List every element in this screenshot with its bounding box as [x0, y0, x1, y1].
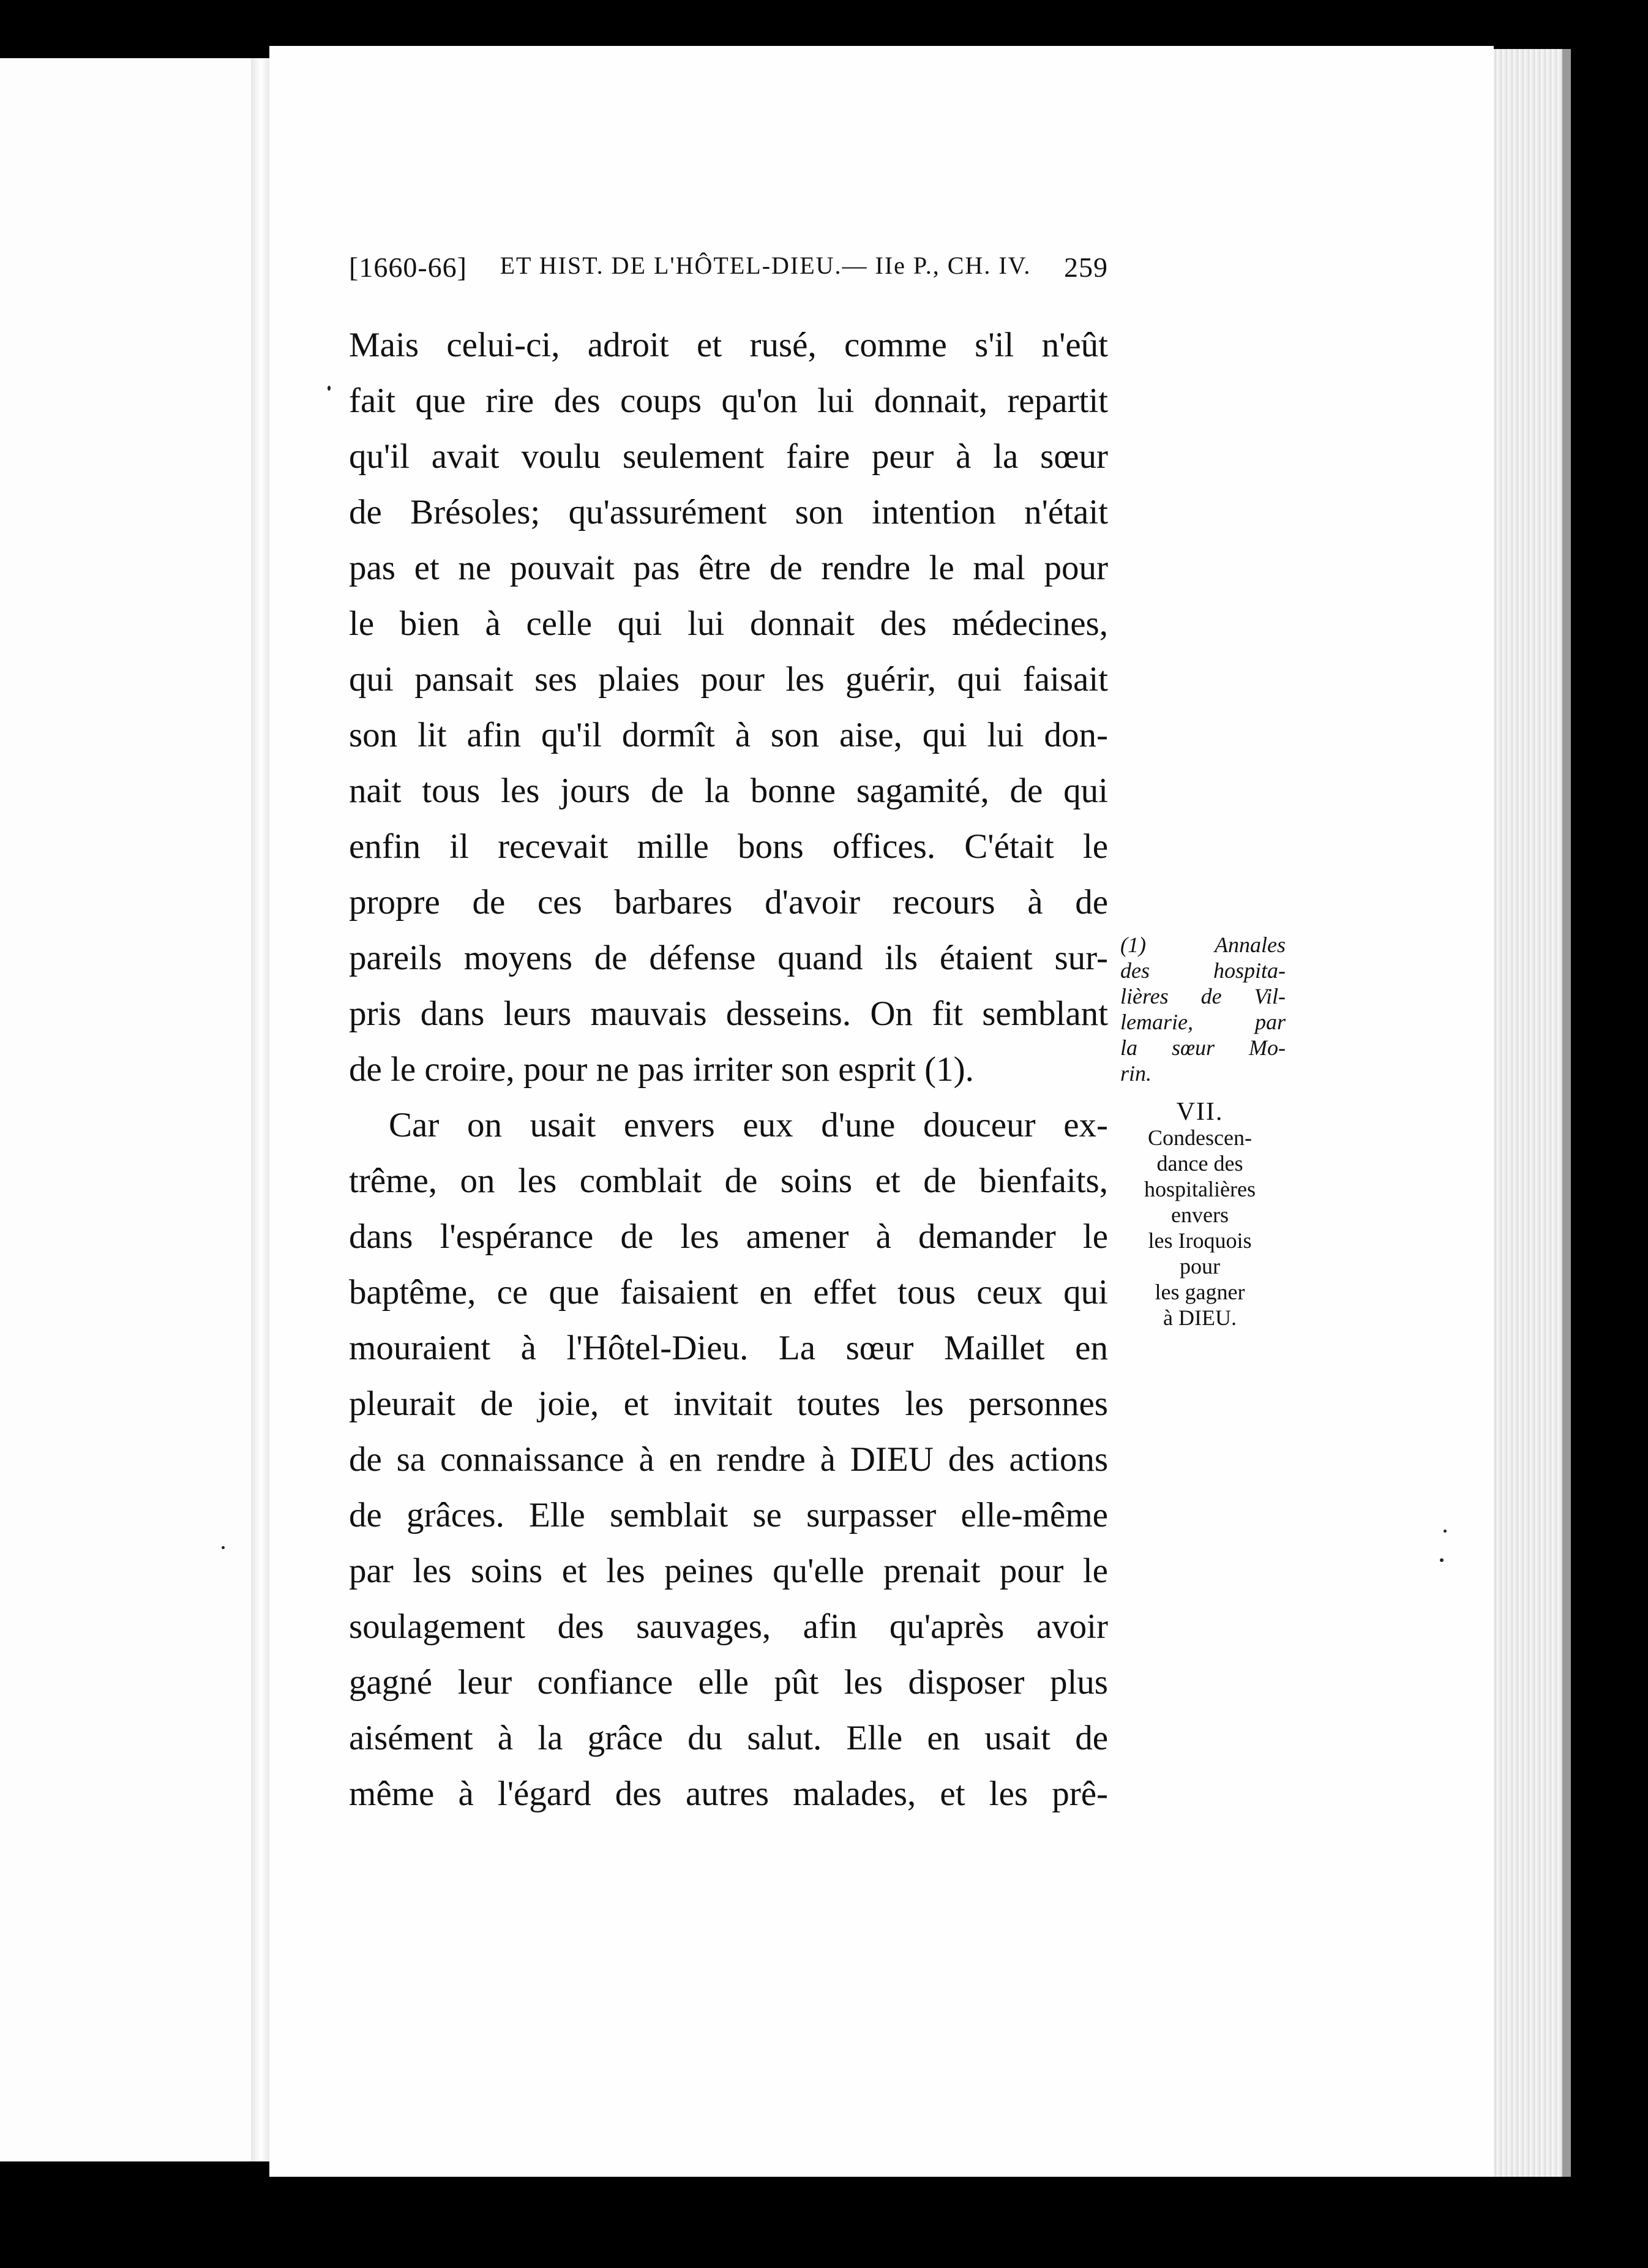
- text-line: son lit afin qu'il dormît à son aise, qui lui don-: [349, 716, 1108, 754]
- header-date-range: [1660-66]: [349, 252, 467, 283]
- text-line: de le croire, pour ne pas irriter son esprit (1).: [349, 1050, 974, 1089]
- footnote-line: (1) Annales: [1120, 933, 1286, 957]
- footnote: [1120, 932, 1286, 1086]
- footnote-line: la sœur Mo-: [1120, 1035, 1286, 1060]
- body-text: [349, 317, 1108, 1822]
- text-line: pas et ne pouvait pas être de rendre le mal pour: [349, 549, 1108, 587]
- text-line: dans l'espérance de les amener à demander le: [349, 1217, 1108, 1256]
- text-line: aisément à la grâce du salut. Elle en usait de: [349, 1719, 1108, 1757]
- text-line: qu'il avait voulu seulement faire peur à la sœur: [349, 437, 1108, 476]
- text-line: propre de ces barbares d'avoir recours à de: [349, 883, 1108, 922]
- text-line: pareils moyens de défense quand ils étaient sur-: [349, 939, 1108, 977]
- text-line: de sa connaissance à en rendre à DIEU des actions: [349, 1440, 1108, 1479]
- margin-note-heading: VII.: [1176, 1098, 1224, 1126]
- header-title: ET HIST. DE L'HÔTEL-DIEU.— IIe P., CH. IV.: [500, 252, 1032, 279]
- text-line: de Brésoles; qu'assurément son intention n'était: [349, 493, 1108, 531]
- text-line: par les soins et les peines qu'elle prenait pour le: [349, 1552, 1108, 1590]
- margin-note-line: à DIEU.: [1163, 1305, 1237, 1330]
- page-edge-shadow: [1562, 49, 1571, 2177]
- margin-note-line: envers: [1171, 1203, 1229, 1227]
- text-line: soulagement des sauvages, afin qu'après avoir: [349, 1607, 1108, 1646]
- footnote-line: lières de Vil-: [1120, 984, 1286, 1008]
- text-line: mouraient à l'Hôtel-Dieu. La sœur Maillet en: [349, 1329, 1108, 1367]
- margin-note-line: les gagner: [1155, 1280, 1245, 1304]
- text-line: qui pansait ses plaies pour les guérir, qui faisait: [349, 660, 1108, 699]
- page-edges: [1494, 49, 1567, 2177]
- text-line: fait que rire des coups qu'on lui donnait, repartit: [349, 381, 1108, 420]
- text-line: le bien à celle qui lui donnait des médecines,: [349, 604, 1108, 643]
- margin-note-line: pour: [1180, 1254, 1220, 1279]
- margin-note-line: hospitalières: [1144, 1177, 1256, 1201]
- text-line: enfin il recevait mille bons offices. C'était le: [349, 827, 1108, 866]
- text-line: nait tous les jours de la bonne sagamité, de qui: [349, 772, 1108, 810]
- margin-note-line: dance des: [1156, 1151, 1243, 1176]
- left-page: [0, 58, 272, 2161]
- margin-note-line: les Iroquois: [1148, 1228, 1252, 1253]
- margin-note: [1102, 1099, 1298, 1331]
- text-line: de grâces. Elle semblait se surpasser elle-même: [349, 1496, 1108, 1534]
- text-line: Car on usait envers eux d'une douceur ex-: [389, 1106, 1108, 1144]
- footnote-line: rin.: [1120, 1061, 1152, 1086]
- footnote-line: lemarie, par: [1120, 1010, 1286, 1034]
- text-line: pris dans leurs mauvais desseins. On fit semblant: [349, 994, 1108, 1033]
- text-line: gagné leur confiance elle pût les disposer plus: [349, 1663, 1108, 1702]
- text-line: pleurait de joie, et invitait toutes les personnes: [349, 1384, 1108, 1423]
- text-line: trême, on les comblait de soins et de bienfaits,: [349, 1162, 1108, 1200]
- running-header: [349, 251, 1108, 284]
- text-line: baptême, ce que faisaient en effet tous ceux qui: [349, 1273, 1108, 1312]
- page-number: 259: [1064, 252, 1108, 283]
- text-line: même à l'égard des autres malades, et les prê-: [349, 1774, 1108, 1813]
- footnote-line: des hospita-: [1120, 958, 1286, 983]
- margin-note-line: Condescen-: [1148, 1125, 1252, 1150]
- text-line: Mais celui-ci, adroit et rusé, comme s'il n'eût: [349, 326, 1108, 364]
